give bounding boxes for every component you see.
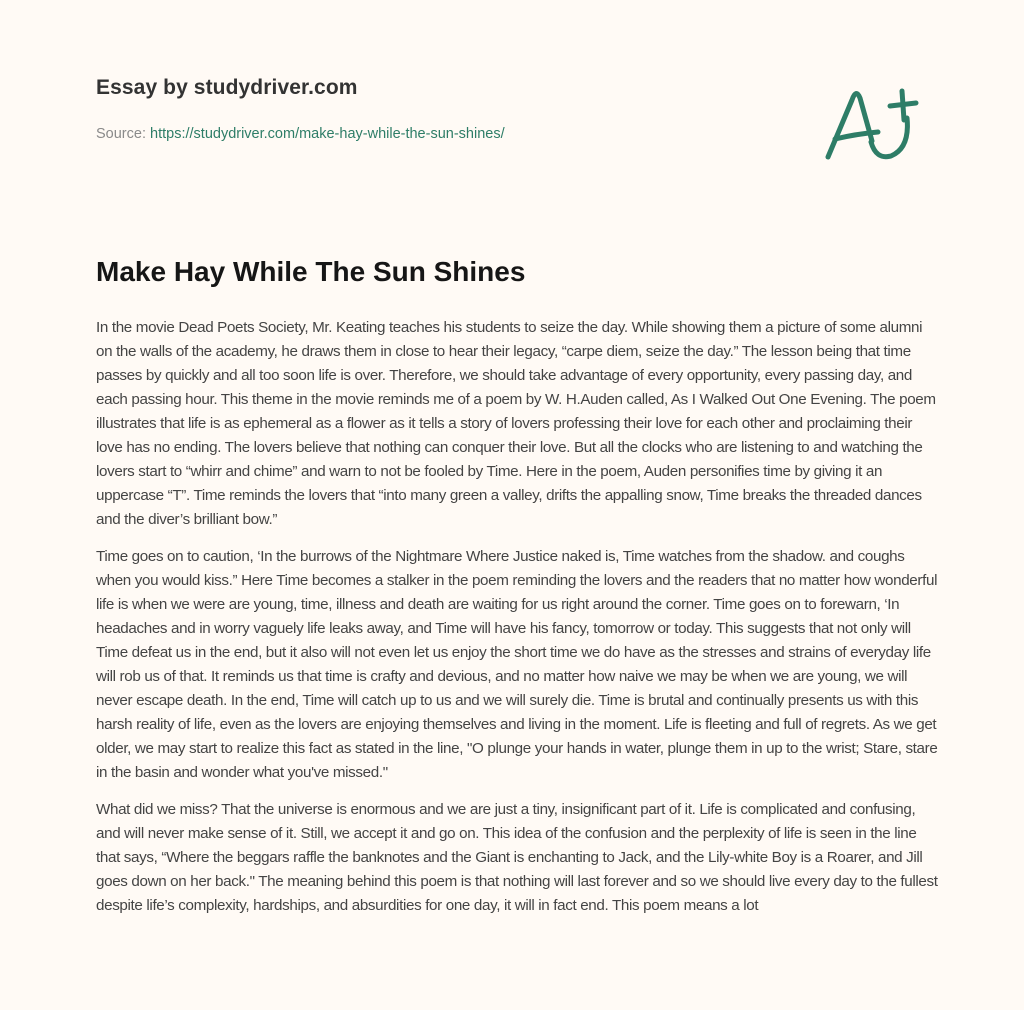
site-brand: Essay by studydriver.com — [96, 76, 358, 99]
paragraph: What did we miss? That the universe is enormous and we are just a tiny, insignificant part of it. Life is complicated and confusing, and will never make sense of it. Still, we accept it and go on. This idea of the confusion and the perplexity of life is seen in the line that says, “Where the beggars raffle the banknotes and the Giant is enchanting to Jack, and the Lily-white Boy is a Roarer, and Jill goes down on her back." The meaning behind this poem is that nothing will last forever and so we should live every day to the fullest despite life’s complexity, hardships, and absurdities for one day, it will in fact end. This poem means a lot — [96, 801, 938, 914]
source-link[interactable]: https://studydriver.com/make-hay-while-the-sun-shines/ — [150, 126, 505, 142]
source-line — [96, 126, 505, 142]
article-title: Make Hay While The Sun Shines — [96, 256, 526, 287]
article-body — [96, 316, 938, 931]
paragraph: Time goes on to caution, ‘In the burrows of the Nightmare Where Justice naked is, Time watches from the shadow. and coughs when you would kiss.” Here Time becomes a stalker in the poem reminding the lovers and the readers that no matter how wonderful life is when we were are young, time, illness and death are waiting for us right around the corner. Time goes on to forewarn, ‘In headaches and in worry vaguely life leaks away, and Time will have his fancy, tomorrow or today. This suggests that not only will Time defeat us in the end, but it also will not even let us enjoy the short time we do have as the stresses and strains of everyday life will rob us of that. It reminds us that time is crafty and devious, and no matter how naive we may be when we are young, we will never escape death. In the end, Time will catch up to us and we will surely die. Time is brutal and continually presents us with this harsh reality of life, even as the lovers are enjoying themselves and living in the moment. Life is fleeting and full of regrets. As we get older, we may start to realize this fact as stated in the line, "O plunge your hands in water, plunge them in up to the wrist; Stare, stare in the basin and wonder what you've missed." — [96, 548, 938, 781]
a-plus-grade-icon — [818, 68, 938, 168]
paragraph: In the movie Dead Poets Society, Mr. Keating teaches his students to seize the day. While showing them a picture of some alumni on the walls of the academy, he draws them in close to hear their legacy, “carpe diem, seize the day.” The lesson being that time passes by quickly and all too soon life is over. Therefore, we should take advantage of every opportunity, every passing day, and each passing hour. This theme in the movie reminds me of a poem by W. H.Auden called, As I Walked Out One Evening. The poem illustrates that life is as ephemeral as a flower as it tells a story of lovers professing their love for each other and proclaiming their love has no ending. The lovers believe that nothing can conquer their love. But all the clocks who are listening to and watching the lovers start to “whirr and chime” and warn to not be fooled by Time. Here in the poem, Auden personifies time by giving it an uppercase “T”. Time reminds the lovers that “into many green a valley, drifts the appalling snow, Time breaks the threaded dances and the diver’s brilliant bow.” — [96, 319, 936, 528]
source-label: Source: — [96, 126, 146, 142]
